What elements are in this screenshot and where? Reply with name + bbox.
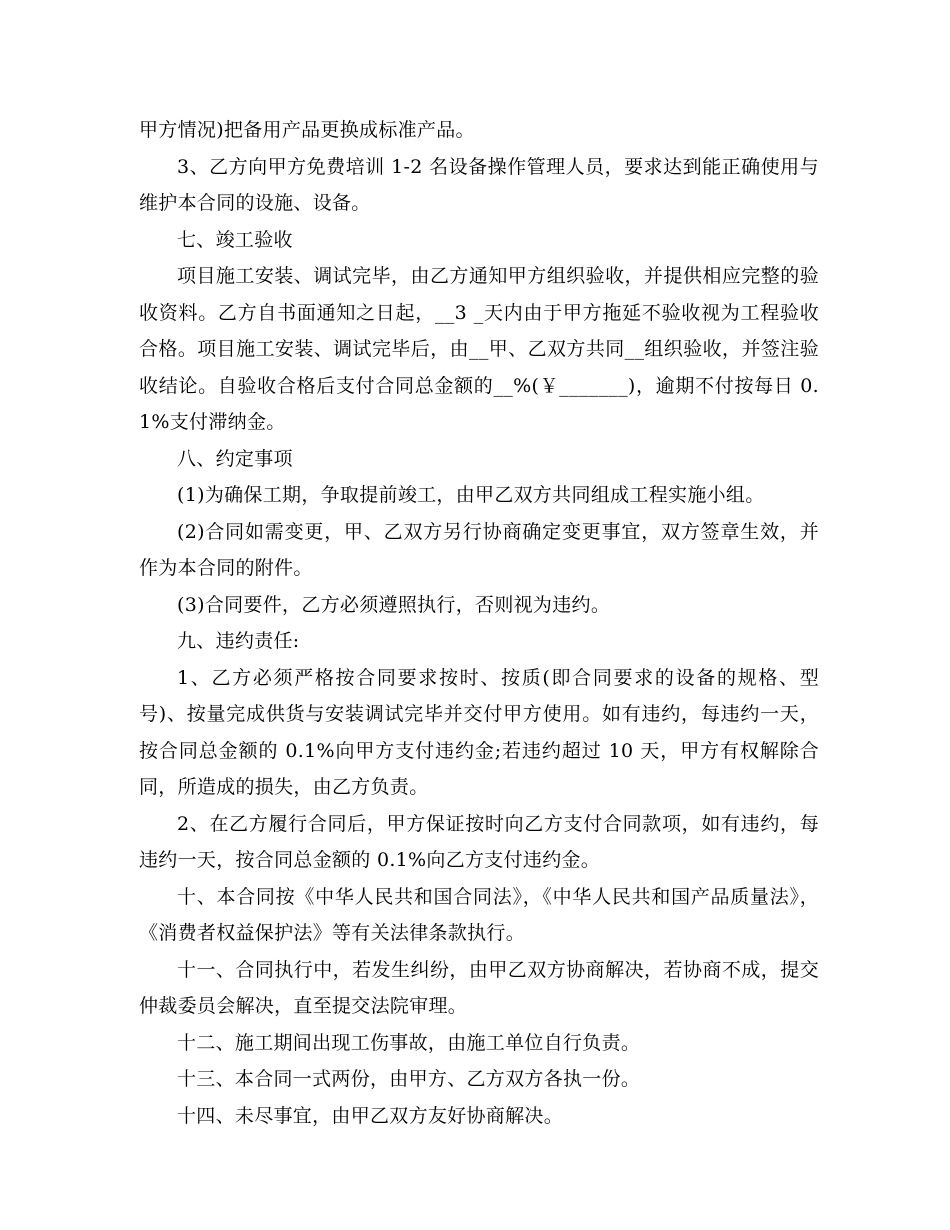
- paragraph-liability-1: 1、乙方必须严格按合同要求按时、按质(即合同要求的设备的规格、型号)、按量完成供货与安装调试完毕并交付甲方使用。如有违约，每违约一天，按合同总金额的 0.1%向甲方支付违约金;若违约超过 10 天，甲方有权解除合同，所造成的损失，由乙方负责。: [139, 666, 819, 798]
- paragraph-clause-14: 十四、未尽事宜，由甲乙双方友好协商解决。: [177, 1104, 564, 1127]
- section-heading-acceptance: 七、竣工验收: [177, 228, 293, 251]
- paragraph-agreed-item-2: (2)合同如需变更，甲、乙双方另行协商确定变更事宜，双方签章生效，并作为本合同的附件。: [139, 520, 819, 579]
- section-heading-agreed-matters: 八、约定事项: [177, 447, 293, 470]
- paragraph-clause-13: 十三、本合同一式两份，由甲方、乙方双方各执一份。: [177, 1068, 641, 1090]
- paragraph-continuation: 甲方情况)把备用产品更换成标准产品。: [139, 119, 475, 141]
- paragraph-clause-10: 十、本合同按《中华人民共和国合同法》，《中华人民共和国产品质量法》，《消费者权益保护法》等有关法律条款执行。: [139, 885, 819, 944]
- paragraph-training-clause: 3、乙方向甲方免费培训 1-2 名设备操作管理人员，要求达到能正确使用与维护本合同的设施、设备。: [139, 155, 819, 214]
- document-body: [139, 112, 819, 1134]
- section-heading-liability: 九、违约责任:: [177, 630, 300, 652]
- paragraph-acceptance-terms: 项目施工安装、调试完毕，由乙方通知甲方组织验收，并提供相应完整的验收资料。乙方自书面通知之日起，__3 _天内由于甲方拖延不验收视为工程验收合格。项目施工安装、调试完毕后，由__甲、乙双方共同__组织验收，并签注验收结论。自验收合格后支付合同总金额的__%(￥_______)，逾期不付按每日 0.1%支付滞纳金。: [139, 265, 819, 433]
- paragraph-clause-11: 十一、合同执行中，若发生纠纷，由甲乙双方协商解决，若协商不成，提交仲裁委员会解决，直至提交法院审理。: [139, 958, 819, 1017]
- paragraph-agreed-item-1: (1)为确保工期，争取提前竣工，由甲乙双方共同组成工程实施小组。: [177, 484, 765, 506]
- paragraph-agreed-item-3: (3)合同要件，乙方必须遵照执行，否则视为违约。: [177, 593, 611, 616]
- paragraph-liability-2: 2、在乙方履行合同后，甲方保证按时向乙方支付合同款项，如有违约，每违约一天，按合同总金额的 0.1%向乙方支付违约金。: [139, 812, 819, 871]
- paragraph-clause-12: 十二、施工期间出现工伤事故，由施工单位自行负责。: [177, 1031, 641, 1054]
